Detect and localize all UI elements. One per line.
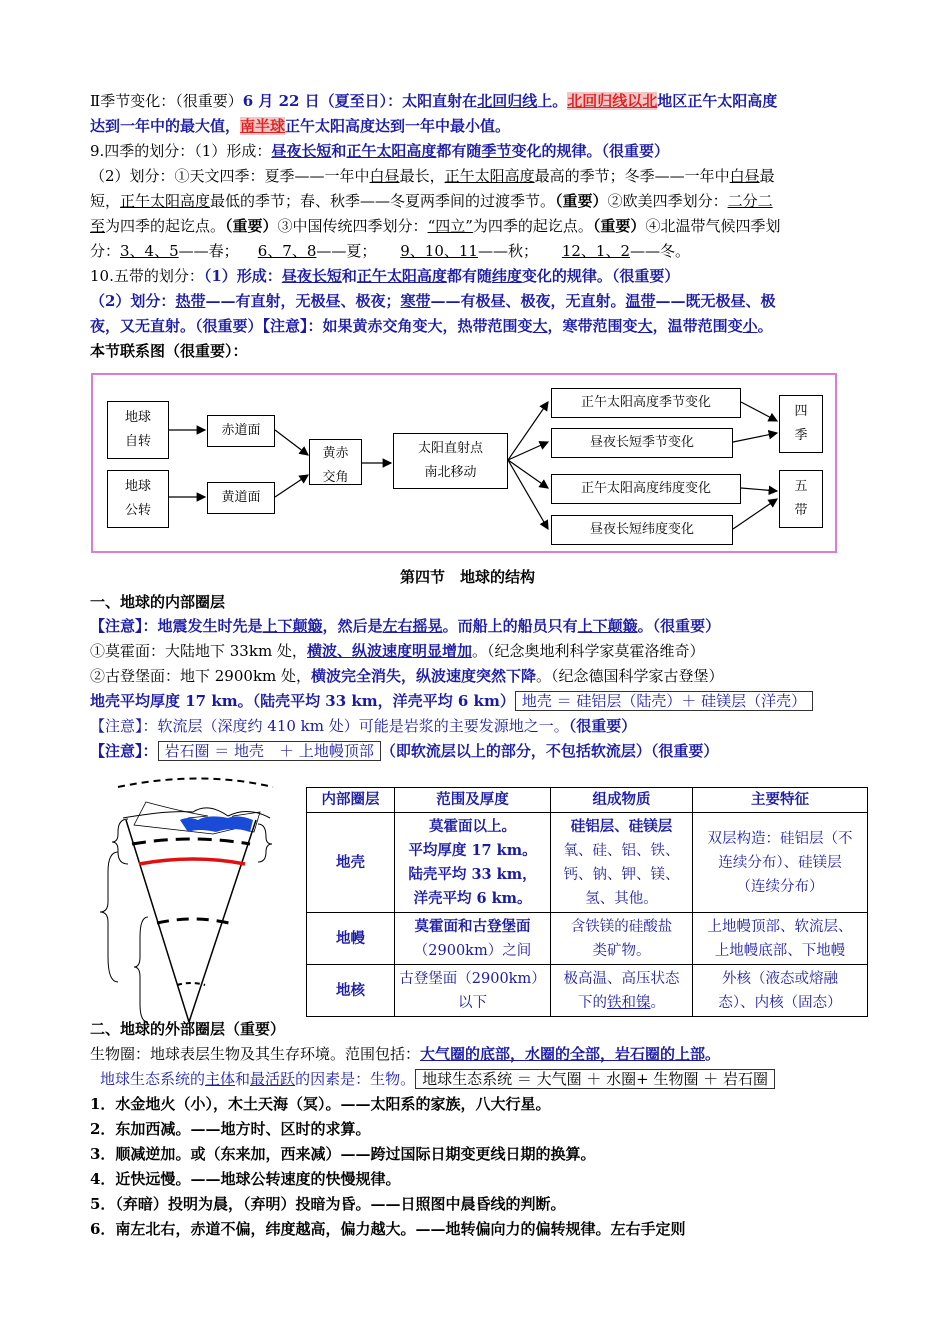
four-seasons-box: 四季 — [779, 395, 823, 453]
four-seasons-line-4: 至为四季的起讫点。（重要）③中国传统四季划分：“四立”为四季的起讫点。（重要）④北温带气候四季划 — [90, 217, 781, 235]
ecosystem-line: 地球生态系统的主体和最活跃的因素是：生物。 地球生态系统 ＝ 大气圈 ＋ 水圈+ 生物圈 ＋ 岩石圈 — [100, 1068, 775, 1090]
table-header: 主要特征 — [693, 788, 868, 813]
table-header-row — [307, 788, 868, 813]
inner-layers-table — [306, 787, 868, 1017]
table-header: 组成物质 — [551, 788, 693, 813]
layer-material: 硅铝层、硅镁层 氧、硅、铝、铁、 钙、钠、钾、镁、 氢、其他。 — [551, 813, 693, 913]
heading-outer-layers: 二、地球的外部圈层（重要） — [90, 1020, 286, 1038]
diagram-title: 本节联系图（很重要）： — [90, 342, 248, 360]
relation-diagram — [91, 373, 837, 553]
note-earthquake: 【注意】：地震发生时先是上下颠簸，然后是左右摇晃。而船上的船员只有上下颠簸。（很重要） — [90, 617, 721, 635]
noon-season-box: 正午太阳高度季节变化 — [551, 388, 741, 418]
layer-range: 莫霍面以上。 平均厚度 17 km。 陆壳平均 33 km， 洋壳平均 6 km。 — [395, 813, 551, 913]
mnemonic-item: 2．东加西减。——地方时、区时的求算。 — [90, 1120, 371, 1138]
noon-lat-box: 正午太阳高度纬度变化 — [551, 474, 741, 504]
mnemonic-item: 4．近快远慢。——地球公转速度的快慢规律。 — [90, 1170, 401, 1188]
layer-feature: 外核（液态或熔融 态）、内核（固态） — [693, 965, 868, 1017]
section-title: 第四节 地球的结构 — [400, 568, 536, 586]
earth-structure-figure — [88, 772, 303, 1027]
four-seasons-line-3: 短，正午太阳高度最低的季节；春、秋季——冬夏两季间的过渡季节。（重要）②欧美四季划分：二分二 — [90, 192, 773, 210]
mnemonic-item: 1．水金地火（小），木土天海（冥）。——太阳系的家族，八大行星。 — [90, 1095, 551, 1113]
season-line-2: 达到一年中的最大值，南半球正午太阳高度达到一年中最小值。 — [90, 117, 511, 135]
table-row — [307, 913, 868, 965]
layer-range: 莫霍面和古登堡面 （2900km）之间 — [395, 913, 551, 965]
gutenberg-line: ②古登堡面：地下 2900km 处，横波完全消失，纵波速度突然下降。（纪念德国科学家古登堡） — [90, 667, 724, 685]
obliquity-box: 黄赤交角 — [309, 439, 362, 485]
mnemonic-item: 3．顺减逆加。或（东来加，西来减）——跨过国际日期变更线日期的换算。 — [90, 1145, 596, 1163]
layer-name: 地幔 — [307, 913, 395, 965]
mnemonic-item: 6．南左北右，赤道不偏，纬度越高，偏力越大。——地转偏向力的偏转规律。左右手定则 — [90, 1220, 686, 1238]
table-header: 范围及厚度 — [395, 788, 551, 813]
biosphere-line: 生物圈：地球表层生物及其生存环境。范围包括：大气圈的底部，水圈的全部，岩石圈的上部。 — [90, 1045, 721, 1063]
table-row — [307, 965, 868, 1017]
four-seasons-line-5: 分：3、4、5——春； 6、7、8——夏； 9、10、11——秋； 12、1、2——冬。 — [90, 242, 691, 260]
layer-name: 地核 — [307, 965, 395, 1017]
day-season-box: 昼夜长短季节变化 — [551, 428, 733, 458]
asthenosphere-line: 【注意】：软流层（深度约 410 km 处）可能是岩浆的主要发源地之一。（很重要） — [90, 717, 637, 735]
layer-name: 地壳 — [307, 813, 395, 913]
five-zones-line-3: 夜，又无直射。（很重要）【注意】：如果黄赤交角变大，热带范围变大，寒带范围变大，温带范围变小。 — [90, 317, 773, 335]
layer-material: 极高温、高压状态 下的铁和镍。 — [551, 965, 693, 1017]
crust-line: 地壳平均厚度 17 km。（陆壳平均 33 km，洋壳平均 6 km） 地壳 ＝ 硅铝层（陆壳）＋ 硅镁层（洋壳） — [90, 690, 813, 712]
day-lat-box: 昼夜长短纬度变化 — [551, 515, 733, 545]
five-zones-line-2: （2）划分：热带——有直射，无极昼、极夜；寒带——有极昼、极夜，无直射。温带——既无极昼、极 — [90, 292, 776, 310]
direct-point-box: 太阳直射点南北移动 — [393, 433, 508, 489]
revolution-box: 地球公转 — [107, 470, 169, 528]
mnemonic-item: 5．（弃暗）投明为晨，（弃明）投暗为昏。——日照图中晨昏线的判断。 — [90, 1195, 566, 1213]
season-line-1: Ⅱ季节变化：（很重要）6 月 22 日（夏至日）：太阳直射在北回归线上。北回归线以北地区正午太阳高度 — [90, 92, 778, 110]
layer-material: 含铁镁的硅酸盐 类矿物。 — [551, 913, 693, 965]
four-seasons-line-2: （2）划分：①天文四季：夏季——一年中白昼最长，正午太阳高度最高的季节；冬季——一年中白昼最 — [90, 167, 775, 185]
layer-feature: 双层构造：硅铝层（不 连续分布）、硅镁层 （连续分布） — [693, 813, 868, 913]
layer-range: 古登堡面（2900km） 以下 — [395, 965, 551, 1017]
rotation-box: 地球自转 — [107, 401, 169, 459]
lithosphere-line: 【注意】： 岩石圈 ＝ 地壳 ＋ 上地幔顶部 （即软流层以上的部分，不包括软流层）（很重要） — [90, 742, 719, 760]
five-zones-box: 五带 — [779, 470, 823, 528]
five-zones-line-1: 10.五带的划分：（1）形成：昼夜长短和正午太阳高度都有随纬度变化的规律。（很重要） — [90, 267, 680, 285]
ecliptic-box: 黄道面 — [207, 482, 275, 514]
heading-inner-layers: 一、地球的内部圈层 — [90, 593, 226, 611]
equator-box: 赤道面 — [207, 415, 275, 447]
table-header: 内部圈层 — [307, 788, 395, 813]
table-row — [307, 813, 868, 913]
moho-line: ①莫霍面：大陆地下 33km 处，横波、纵波速度明显增加。（纪念奥地利科学家莫霍洛维奇） — [90, 642, 705, 660]
four-seasons-line-1: 9.四季的划分：（1）形成：昼夜长短和正午太阳高度都有随季节变化的规律。（很重要） — [90, 142, 669, 160]
layer-feature: 上地幔顶部、软流层、 上地幔底部、下地幔 — [693, 913, 868, 965]
